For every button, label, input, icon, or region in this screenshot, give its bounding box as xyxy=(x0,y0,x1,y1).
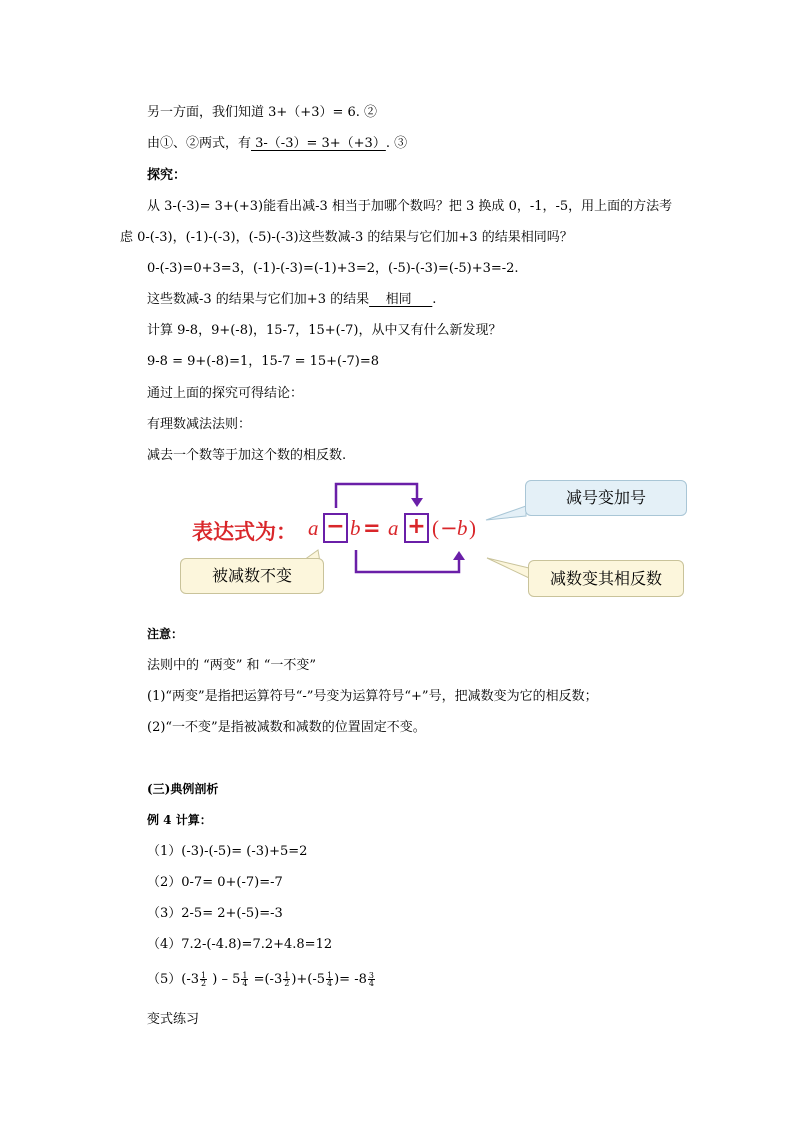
callout-subtrahend: 减数变其相反数 xyxy=(528,560,684,597)
same-result-line xyxy=(147,291,436,309)
callout-sign-change: 减号变加号 xyxy=(525,480,687,516)
note-heading: 注意： xyxy=(147,627,184,641)
fraction-5 xyxy=(368,972,375,987)
line2-suffix: . ③ xyxy=(385,136,408,151)
negative-sign: − xyxy=(440,516,458,540)
same-result-suffix: . xyxy=(432,292,437,307)
fraction-2-num: 1 xyxy=(242,971,248,980)
term-a-left: a xyxy=(308,516,319,540)
same-result-prefix: 这些数减-3 的结果与它们加+3 的结果 xyxy=(147,292,370,307)
conclusion-line: 通过上面的探究可得结论： xyxy=(147,386,304,401)
equation-line: 0-(-3)=0+3=3，(-1)-(-3)=(-1)+3=2，(-5)-(-3)=(-5)+3=-2. xyxy=(147,261,519,276)
minus-box: − xyxy=(323,513,348,543)
note-item-1: (1)“两变”是指把运算符号“-”号变为运算符号“+”号，把减数变为它的相反数； xyxy=(147,689,598,704)
fraction-4-num: 1 xyxy=(327,971,333,980)
note-intro: 法则中的 “两变” 和 “一不变” xyxy=(147,658,316,673)
fraction-1 xyxy=(200,972,207,987)
fraction-2 xyxy=(241,972,248,987)
sign-callout-tail xyxy=(486,506,526,520)
term-a-right: a xyxy=(388,516,399,540)
equals-sign: = xyxy=(363,516,381,540)
fraction-3-den: 2 xyxy=(284,979,290,988)
example-item-3: （3）2-5= 2+(-5)=-3 xyxy=(147,906,283,921)
item5-prefix: （5）(-3 xyxy=(147,972,200,987)
note-item-2: (2)“一不变”是指被减数和减数的位置固定不变。 xyxy=(147,720,426,735)
example-title: 例 4 计算： xyxy=(147,813,212,827)
item5-mid1: ) – 5 xyxy=(208,972,241,987)
explore-heading: 探究： xyxy=(147,168,187,183)
fraction-3-num: 1 xyxy=(284,971,290,980)
explore-paragraph-1: 从 3-(-3)= 3+(+3)能看出减-3 相当于加哪个数吗？把 3 换成 0，-1，-5，用上面的方法考 xyxy=(147,199,673,214)
right-paren: ) xyxy=(469,516,476,540)
plus-box: + xyxy=(404,513,429,543)
term-b-left: b xyxy=(350,516,361,540)
expression-label: 表达式为： xyxy=(192,520,297,544)
item5-mid3: )+(-5 xyxy=(291,972,326,987)
fraction-5-num: 3 xyxy=(368,971,374,980)
example-item-5 xyxy=(147,968,376,992)
item5-mid4: )= -8 xyxy=(334,972,367,987)
line2-expression: 3-（-3）= 3+（+3） xyxy=(251,136,386,151)
subtrahend-callout-tail xyxy=(487,558,529,578)
line2-prefix: 由①、②两式，有 xyxy=(147,136,252,151)
explore-paragraph-2: 虑 0-(-3)，(-1)-(-3)，(-5)-(-3)这些数减-3 的结果与它们加+3 的结果相同吗？ xyxy=(120,230,573,245)
example-item-4: （4）7.2-(-4.8)=7.2+4.8=12 xyxy=(147,937,333,952)
term-b-right: b xyxy=(457,516,468,540)
text-line-1: 另一方面，我们知道 3+（+3）= 6. ② xyxy=(147,105,378,120)
fraction-3 xyxy=(283,972,290,987)
fraction-1-den: 2 xyxy=(201,979,207,988)
item5-mid2: =(-3 xyxy=(249,972,283,987)
practice-heading: 变式练习 xyxy=(147,1012,200,1027)
formula-diagram xyxy=(170,476,700,606)
text-line-2 xyxy=(147,135,407,153)
fraction-4 xyxy=(326,972,333,987)
callout-minuend: 被减数不变 xyxy=(180,558,324,594)
calc-question: 计算 9-8，9+(-8)，15-7，15+(-7)，从中又有什么新发现？ xyxy=(147,323,502,338)
fraction-4-den: 4 xyxy=(327,979,333,988)
examples-section-heading: (三)典例剖析 xyxy=(147,782,219,796)
calc-answer: 9-8 = 9+(-8)=1，15-7 = 15+(-7)=8 xyxy=(147,354,379,369)
fraction-2-den: 4 xyxy=(242,979,248,988)
same-result-answer: 相同 xyxy=(369,292,433,307)
fraction-1-num: 1 xyxy=(201,971,207,980)
left-paren: ( xyxy=(432,516,439,540)
fraction-5-den: 4 xyxy=(368,979,374,988)
rule-title: 有理数减法法则： xyxy=(147,417,252,432)
rule-text: 减去一个数等于加这个数的相反数. xyxy=(147,448,347,463)
example-item-1: （1）(-3)-(-5)= (-3)+5=2 xyxy=(147,844,308,859)
example-item-2: （2）0-7= 0+(-7)=-7 xyxy=(147,875,283,890)
